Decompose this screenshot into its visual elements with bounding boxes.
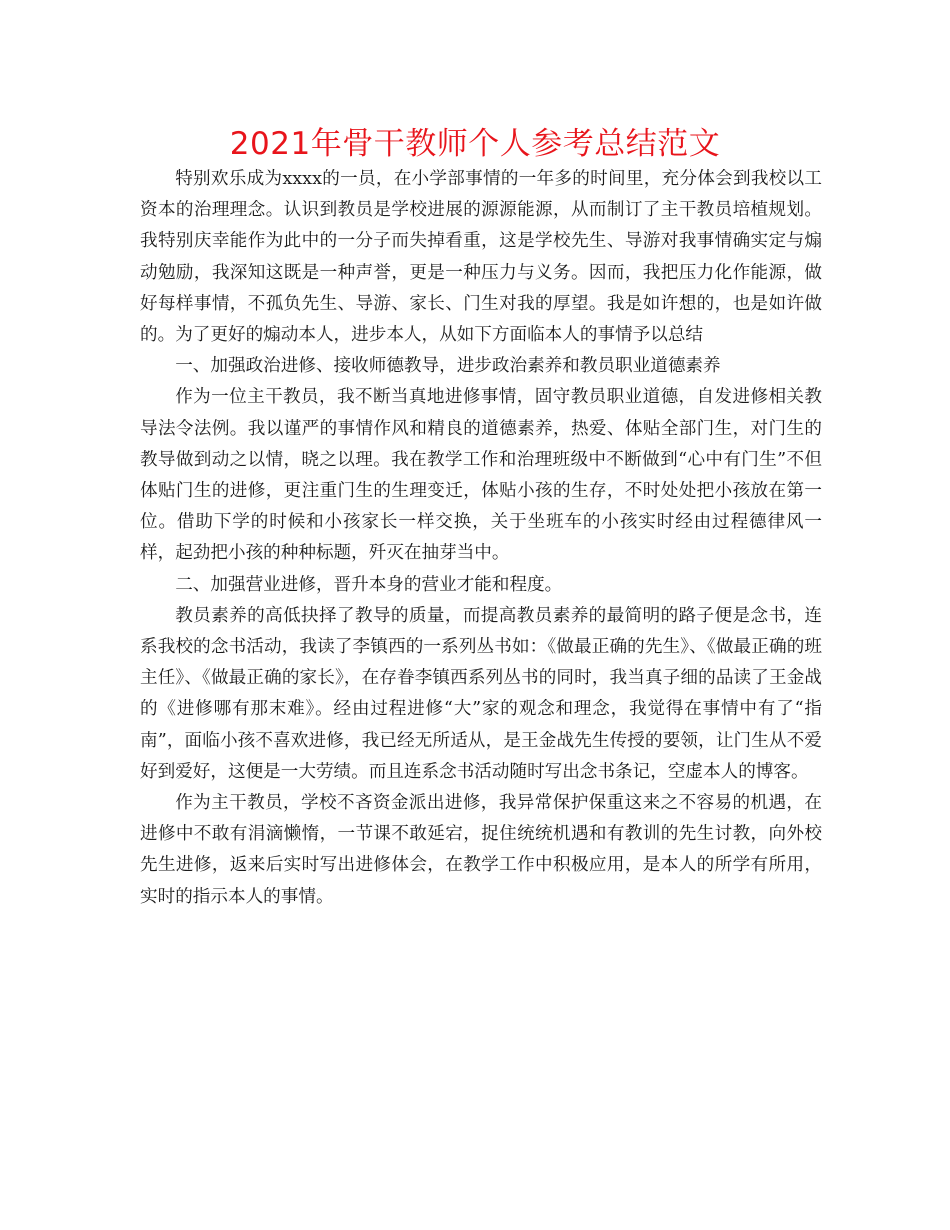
paragraph-section-1: 作为一位主干教员，我不断当真地进修事情，固守教员职业道德，自发进修相关教导法令法例。我以谨严的事情作风和精良的道德素养，热爱、体贴全部门生，对门生的教导做到动之以情，晓之以理。我在教学工作和治理班级中不断做到“心中有门生”不但体贴门生的进修，更注重门生的生理变迁，体贴小孩的生存，不时处处把小孩放在第一位。借助下学的时候和小孩家长一样交换，关于坐班车的小孩实时经由过程德律风一样，起劲把小孩的种种标题，歼灭在抽芽当中。 [140,387,822,564]
document-title: 2021年骨干教师个人参考总结范文 [229,126,721,162]
paragraph-reading: 教员素养的高低抉择了教导的质量，而提高教员素养的最简明的路子便是念书，连系我校的念书活动，我读了李镇西的一系列丛书如：《做最正确的先生》、《做最正确的班主任》、《做最正确的家长》，在存眷李镇西系列丛书的同时，我当真子细的品读了王金战的《进修哪有那末难》。经由过程进修“大”家的观念和理念，我觉得在事情中有了“指南”，面临小孩不喜欢进修，我已经无所适从，是王金战先生传授的要领，让门生从不爱好到爱好，这便是一大劳绩。而且连系念书活动随时写出念书条记，空虚本人的博客。 [140,605,822,782]
document-body [140,164,822,913]
paragraph-training: 作为主干教员，学校不吝资金派出进修，我异常保护保重这来之不容易的机遇，在进修中不敢有涓滴懒惰，一节课不敢延宕，捉住统统机遇和有教训的先生讨教，向外校先生进修，返来后实时写出进修体会，在教学工作中积极应用，是本人的所学有所用，实时的指示本人的事情。 [140,793,822,907]
heading-section-1: 一、加强政治进修、接收师德教导，进步政治素养和教员职业道德素养 [175,356,721,377]
heading-section-2: 二、加强营业进修，晋升本身的营业才能和程度。 [175,574,563,595]
paragraph-intro: 特别欢乐成为xxxx的一员，在小学部事情的一年多的时间里，充分体会到我校以工资本的治理理念。认识到教员是学校进展的源源能源，从而制订了主干教员培植规划。我特别庆幸能作为此中的一分子而失掉看重，这是学校先生、导游对我事情确实定与煽动勉励，我深知这既是一种声誉，更是一种压力与义务。因而，我把压力化作能源，做好每样事情，不孤负先生、导游、家长、门生对我的厚望。我是如许想的，也是如许做的。为了更好的煽动本人，进步本人，从如下方面临本人的事情予以总结 [140,169,822,346]
